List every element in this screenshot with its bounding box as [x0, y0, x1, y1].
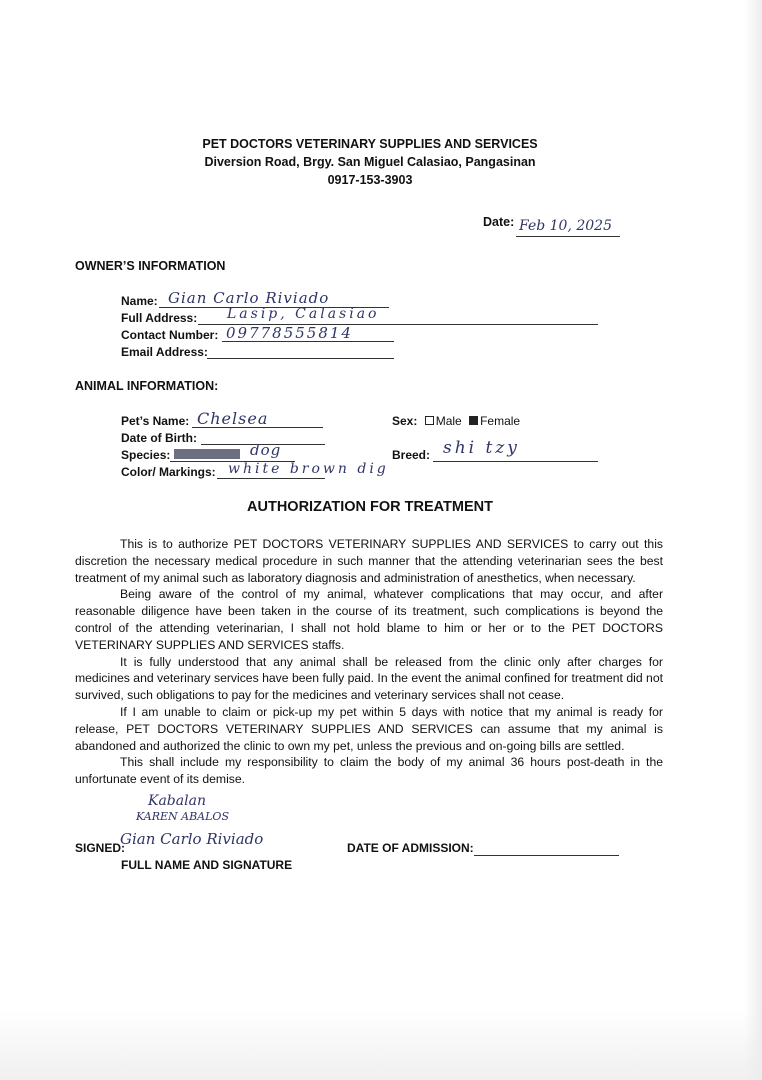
owner-email-line	[207, 358, 394, 359]
owner-address-value: Lasip, Calasiao	[227, 306, 380, 322]
dob-label: Date of Birth:	[121, 431, 197, 445]
species-label: Species:	[121, 448, 171, 462]
pet-name-label: Pet’s Name:	[121, 414, 190, 428]
owner-name-label: Name:	[121, 294, 158, 308]
authorization-paragraph: It is fully understood that any animal shall be released from the clinic only after charges for medicines and veterinary services have been fully paid. In the event the animal confined for treatment did not survived, such obligations to pay for the medicines and veterinary services shall not cease.	[75, 654, 663, 703]
company-phone: 0917-153-3903	[327, 173, 413, 187]
date-value: Feb 10, 2025	[519, 218, 612, 234]
authorization-paragraph: This shall include my responsibility to claim the body of my animal 36 hours post-death in the unfortunate event of its demise.	[75, 755, 663, 787]
date-of-admission-label: DATE OF ADMISSION:	[347, 841, 474, 855]
date-of-admission-line	[474, 855, 619, 856]
company-name: PET DOCTORS VETERINARY SUPPLIES AND SERVICES	[202, 137, 538, 151]
color-value: white brown dig	[228, 461, 389, 477]
authorization-body	[75, 536, 663, 788]
male-option-label: Male	[435, 414, 462, 428]
female-checkbox[interactable]	[469, 416, 478, 425]
color-line	[217, 478, 325, 479]
male-checkbox[interactable]	[425, 416, 434, 425]
date-label: Date:	[483, 215, 515, 229]
sex-field	[392, 414, 520, 428]
color-label: Color/ Markings:	[121, 465, 216, 479]
owner-email-label: Email Address:	[121, 345, 208, 359]
pet-name-value: Chelsea	[197, 409, 269, 428]
full-name-signature-label: FULL NAME AND SIGNATURE	[121, 858, 293, 872]
signature-scribble: Kabalan	[148, 793, 206, 809]
species-scratch-out	[174, 449, 240, 459]
owner-contact-value: 09778555814	[226, 324, 353, 342]
animal-section-title: ANIMAL INFORMATION:	[75, 379, 219, 393]
breed-value: shi tzy	[443, 438, 520, 458]
owner-contact-label: Contact Number:	[121, 328, 219, 342]
female-option-label: Female	[480, 414, 521, 428]
breed-label: Breed:	[392, 448, 431, 462]
owner-name-value: Gian Carlo Riviado	[168, 289, 330, 307]
breed-line	[433, 461, 598, 462]
signed-label: SIGNED:	[75, 841, 126, 855]
sex-label: Sex:	[392, 414, 418, 428]
owner-address-label: Full Address:	[121, 311, 198, 325]
signature-owner-name: Gian Carlo Riviado	[120, 830, 264, 848]
owner-section-title: OWNER’S INFORMATION	[75, 259, 226, 273]
signature-printed-name: KAREN ABALOS	[136, 810, 229, 823]
species-value: dog	[250, 441, 282, 459]
scan-edge-shadow	[744, 0, 762, 1080]
date-underline	[516, 236, 620, 237]
authorization-paragraph: This is to authorize PET DOCTORS VETERINARY SUPPLIES AND SERVICES to carry out this discretion the necessary medical procedure in such manner that the attending veterinarian sees the best treatment of my animal such as laboratory diagnosis and administration of anesthetics, when necessary.	[75, 537, 663, 585]
company-address: Diversion Road, Brgy. San Miguel Calasiao, Pangasinan	[204, 155, 536, 169]
scan-bottom-shadow	[0, 1010, 762, 1080]
authorization-paragraph: Being aware of the control of my animal, whatever complications that may occur, and after reasonable diligence have been taken in the course of its treatment, such complications is beyond the control of the attending veterinarian, I shall not hold blame to him or her or to the PET DOCTORS VETERINARY SUPPLIES AND SERVICES staffs.	[75, 587, 663, 652]
authorization-paragraph: If I am unable to claim or pick-up my pet within 5 days with notice that my animal is ready for release, PET DOCTORS VETERINARY SUPPLIES AND SERVICES can assume that my animal is abandoned and authorized the clinic to own my pet, unless the previous and on-going bills are settled.	[75, 704, 663, 753]
authorization-title: AUTHORIZATION FOR TREATMENT	[247, 499, 493, 515]
